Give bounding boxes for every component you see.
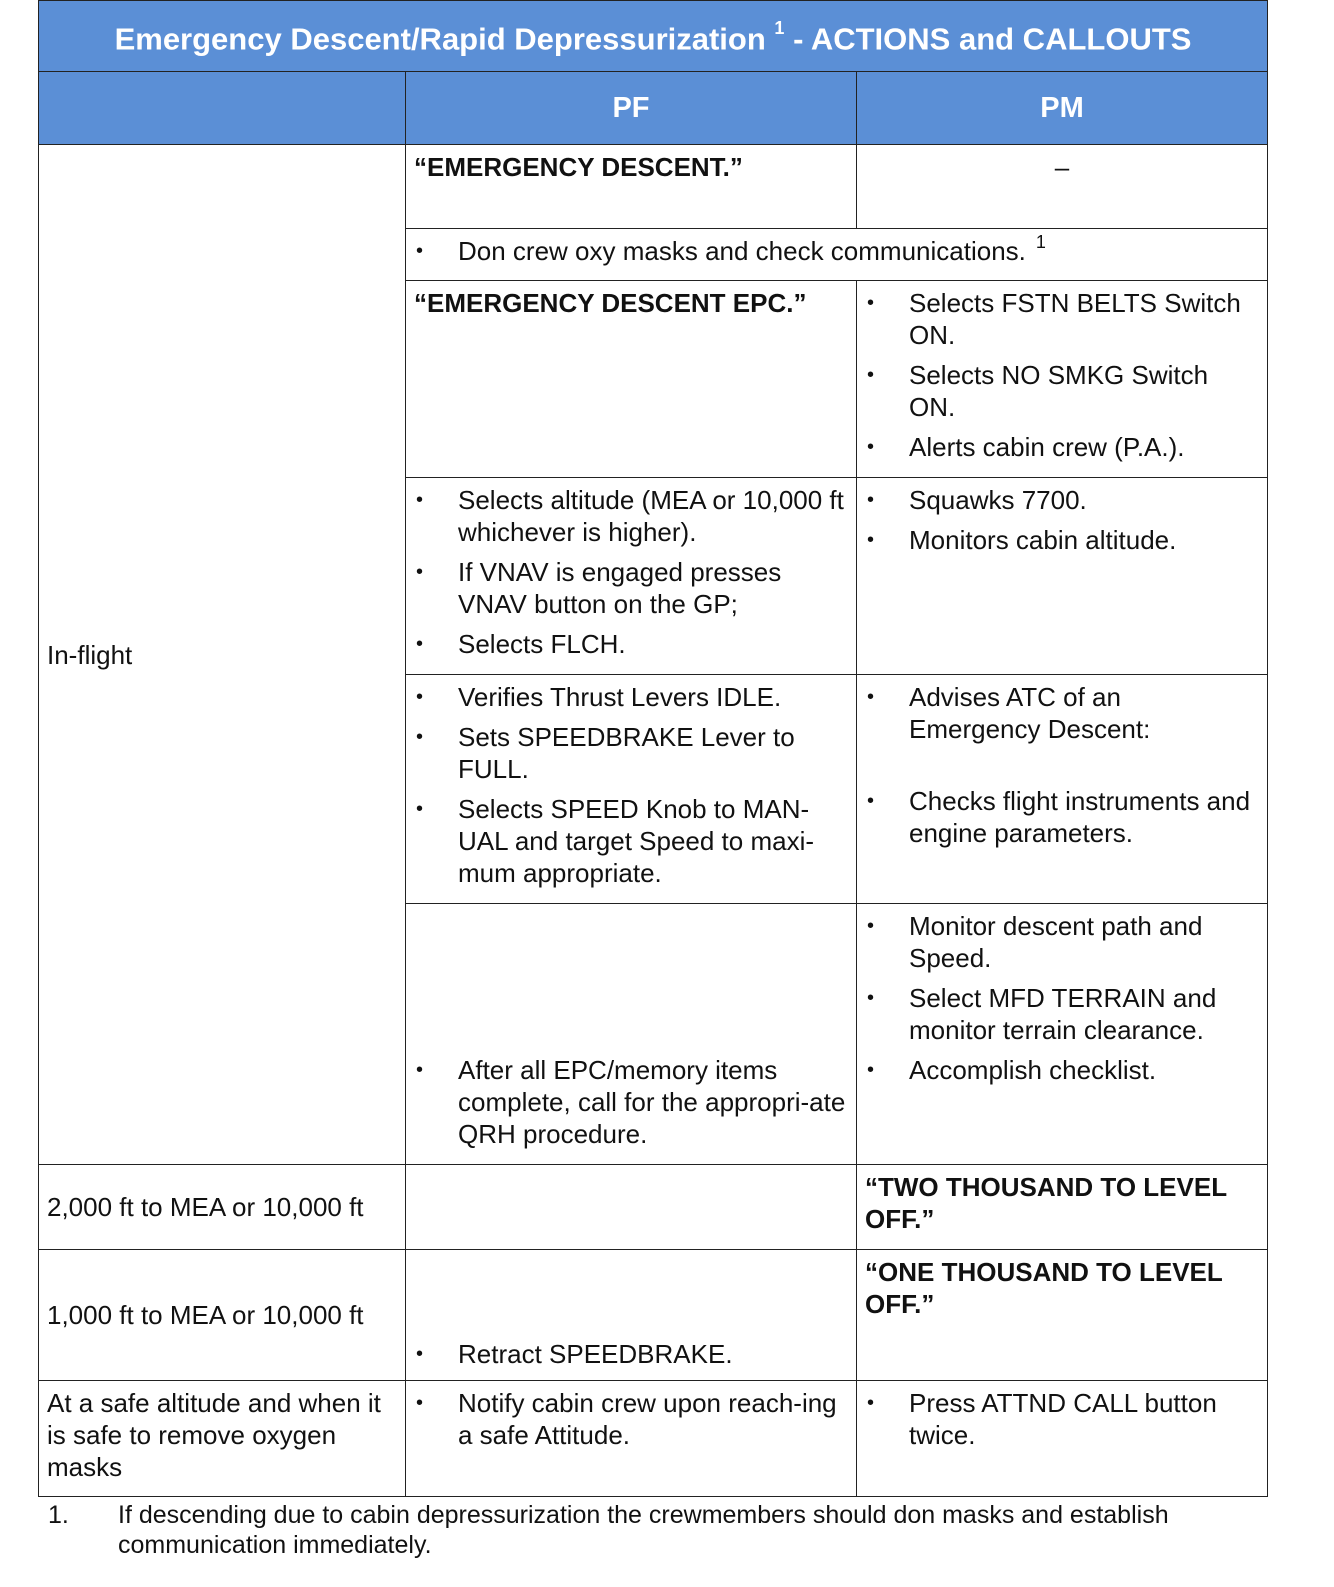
r2-shared	[406, 229, 1268, 281]
r4-pf	[406, 478, 857, 675]
phase-1000ft: 1,000 ft to MEA or 10,000 ft	[39, 1250, 406, 1381]
list-item: • Selects FLCH.	[414, 628, 848, 660]
list-item: • Accomplish checklist.	[865, 1054, 1259, 1086]
r3-pf-callout: “EMERGENCY DESCENT EPC.”	[406, 281, 857, 478]
list-item: • Selects NO SMKG Switch ON.	[865, 359, 1259, 423]
procedure-table	[38, 0, 1268, 1497]
r2-text: Don crew oxy masks and check communications.	[458, 236, 1026, 266]
list-item: • After all EPC/memory items complete, call for the appropri-ate QRH procedure.	[414, 1054, 848, 1150]
list-item: • Squawks 7700.	[865, 484, 1259, 516]
list-item: • Sets SPEEDBRAKE Lever to FULL.	[414, 721, 848, 785]
r8-pf	[406, 1250, 857, 1381]
header-pm: PM	[857, 72, 1268, 145]
r3-pm	[857, 281, 1268, 478]
r7-pf-empty	[406, 1165, 857, 1250]
r6-pf	[406, 904, 857, 1165]
phase-safe-altitude: At a safe altitude and when it is safe to remove oxygen masks	[39, 1381, 406, 1497]
title-main: Emergency Descent/Rapid Depressurization	[114, 21, 766, 57]
r2-footnote-ref: 1	[1035, 232, 1046, 252]
list-item: • Press ATTND CALL button twice.	[865, 1387, 1259, 1451]
r9-pf	[406, 1381, 857, 1497]
footnote-number: 1.	[48, 1501, 69, 1529]
list-item: • Retract SPEEDBRAKE.	[414, 1338, 848, 1370]
title-footnote-ref: 1	[774, 18, 785, 39]
footnote-text: If descending due to cabin depressurization the crewmembers should don masks and establish communication immediately.	[118, 1501, 1169, 1559]
list-item: • Monitors cabin altitude.	[865, 524, 1259, 556]
header-pf: PF	[406, 72, 857, 145]
r1-pm-dash: –	[857, 145, 1268, 229]
header-blank	[39, 72, 406, 145]
r5-pf	[406, 675, 857, 904]
list-item: • Checks flight instruments and engine parameters.	[865, 785, 1259, 849]
phase-2000ft: 2,000 ft to MEA or 10,000 ft	[39, 1165, 406, 1250]
r1-pf-callout: “EMERGENCY DESCENT.”	[406, 145, 857, 229]
r7-pm-callout: “TWO THOUSAND TO LEVEL OFF.”	[857, 1165, 1268, 1250]
list-item: • Selects SPEED Knob to MAN-UAL and target Speed to maxi-mum appropriate.	[414, 793, 848, 889]
list-item: • Alerts cabin crew (P.A.).	[865, 431, 1259, 463]
footnote	[48, 1500, 1278, 1560]
r4-pm	[857, 478, 1268, 675]
r5-pm	[857, 675, 1268, 904]
list-item: • Advises ATC of an Emergency Descent:	[865, 681, 1259, 745]
r6-pm	[857, 904, 1268, 1165]
list-item: • Selects altitude (MEA or 10,000 ft whichever is higher).	[414, 484, 848, 548]
list-item: • Selects FSTN BELTS Switch ON.	[865, 287, 1259, 351]
title-suffix: - ACTIONS and CALLOUTS	[793, 21, 1192, 57]
list-item: • Monitor descent path and Speed.	[865, 910, 1259, 974]
table-title	[39, 1, 1268, 72]
list-item: • If VNAV is engaged presses VNAV button on the GP;	[414, 556, 848, 620]
list-item: • Notify cabin crew upon reach-ing a safe Attitude.	[414, 1387, 848, 1451]
procedure-sheet	[38, 0, 1267, 1497]
r9-pm	[857, 1381, 1268, 1497]
list-item: • Verifies Thrust Levers IDLE.	[414, 681, 848, 713]
list-item: • Select MFD TERRAIN and monitor terrain clearance.	[865, 982, 1259, 1046]
r8-pm-callout: “ONE THOUSAND TO LEVEL OFF.”	[857, 1250, 1268, 1381]
phase-inflight: In-flight	[39, 145, 406, 1165]
